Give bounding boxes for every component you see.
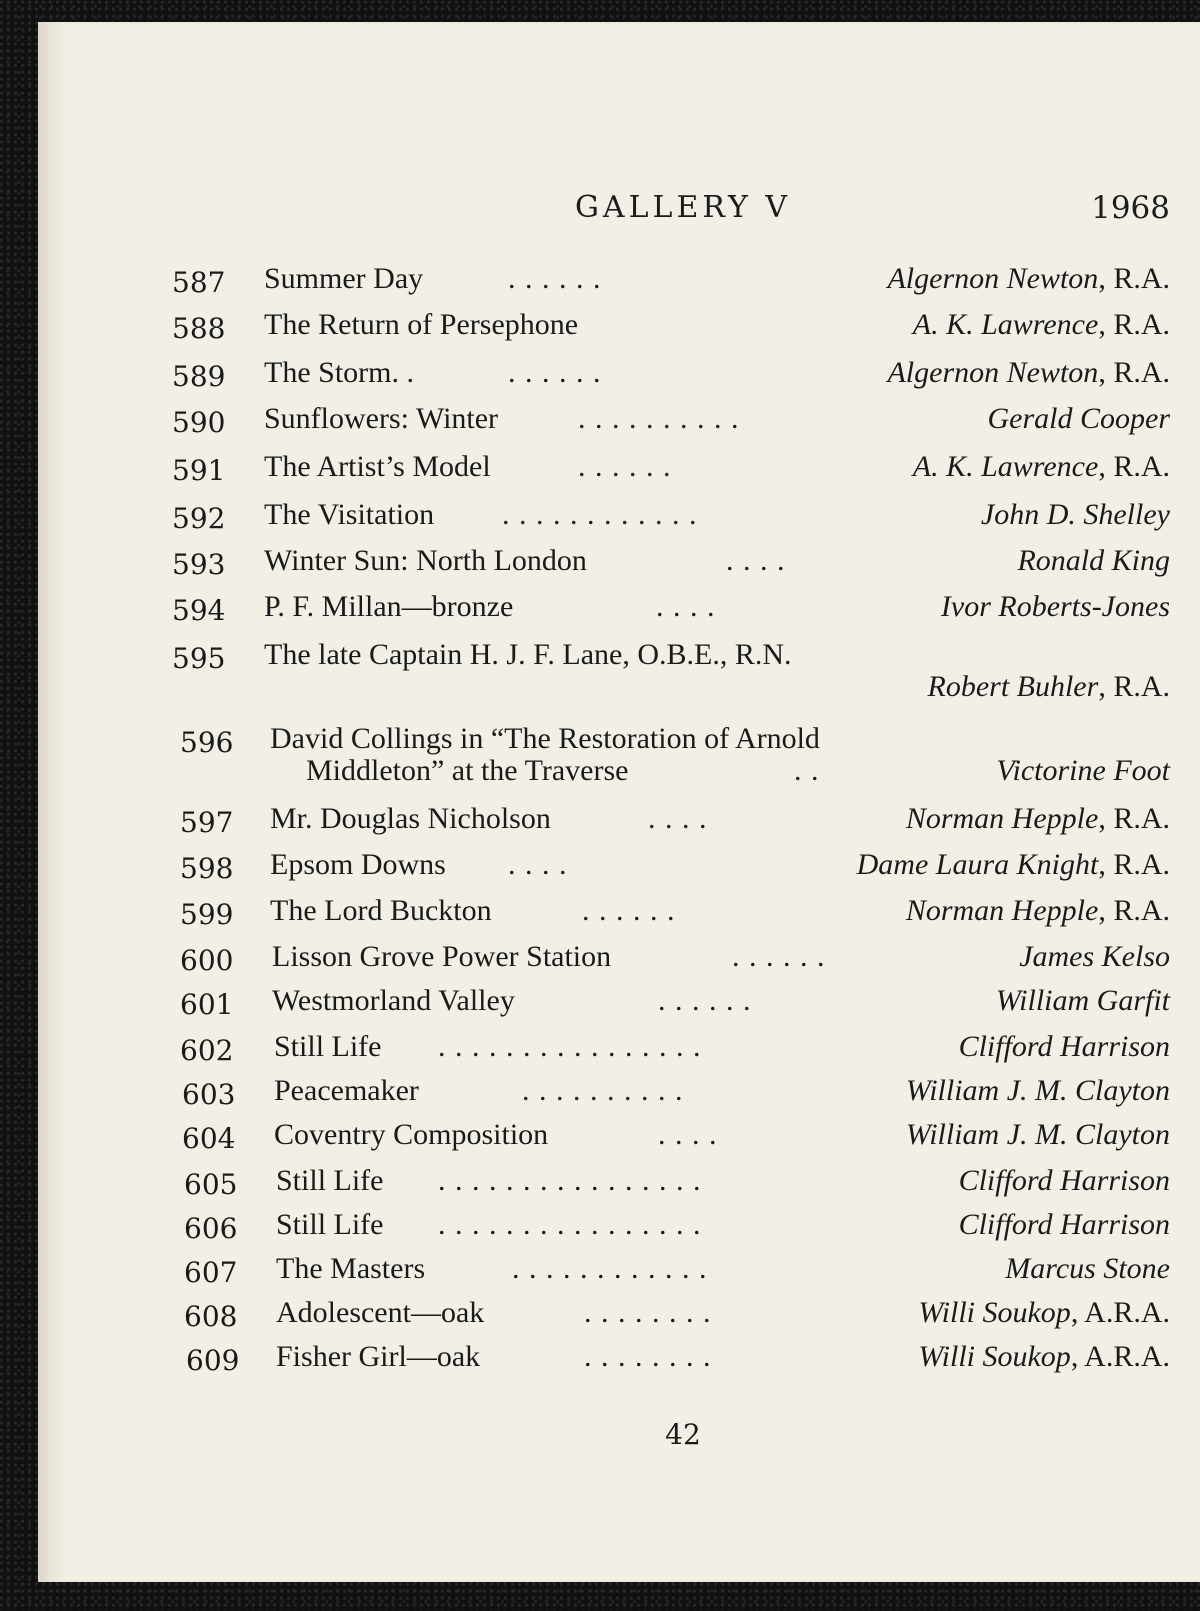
entry-title: Mr. Douglas Nicholson bbox=[270, 802, 551, 835]
entry-591 bbox=[38, 450, 1200, 496]
leader-dots: . . . . bbox=[658, 1118, 718, 1151]
leader-dots: . . . . . . bbox=[582, 894, 676, 927]
entry-598 bbox=[38, 848, 1200, 894]
leader-dots: . . . . . . bbox=[578, 450, 672, 483]
artist-name: John D. Shelley bbox=[980, 498, 1170, 531]
entry-608 bbox=[38, 1296, 1200, 1342]
entry-artist bbox=[918, 1296, 1170, 1330]
entry-title: Peacemaker bbox=[274, 1074, 419, 1107]
entry-artist bbox=[906, 1074, 1170, 1108]
entry-number: 594 bbox=[172, 594, 226, 627]
leader-dots: . . . . . . bbox=[508, 262, 602, 295]
entry-589 bbox=[38, 356, 1200, 402]
entry-number: 605 bbox=[184, 1168, 238, 1201]
leader-dots: . . . . bbox=[648, 802, 708, 835]
leader-dots: . . . . . . . . bbox=[584, 1340, 712, 1373]
entry-607 bbox=[38, 1252, 1200, 1298]
artist-name: Marcus Stone bbox=[1005, 1252, 1170, 1285]
leader-dots: . . . . . . bbox=[732, 940, 826, 973]
entry-artist bbox=[959, 1030, 1170, 1064]
entry-artist bbox=[1017, 544, 1170, 578]
entry-title: Fisher Girl—oak bbox=[276, 1340, 481, 1373]
entry-artist bbox=[1019, 940, 1170, 974]
artist-honours: , A.R.A. bbox=[1070, 1340, 1170, 1373]
artist-name: Clifford Harrison bbox=[958, 1164, 1170, 1197]
artist-name: Ivor Roberts-Jones bbox=[940, 590, 1170, 623]
entry-603 bbox=[38, 1074, 1200, 1120]
entry-title: Still Life bbox=[274, 1030, 382, 1063]
artist-name: Gerald Cooper bbox=[987, 402, 1170, 435]
entry-artist bbox=[913, 308, 1170, 342]
entry-artist bbox=[996, 984, 1170, 1018]
entry-number: 587 bbox=[172, 266, 226, 299]
artist-honours: , R.A. bbox=[1098, 262, 1170, 295]
entry-artist bbox=[857, 848, 1170, 882]
entry-title: Still Life bbox=[276, 1164, 384, 1197]
entry-artist bbox=[996, 754, 1170, 788]
entry-artist bbox=[928, 670, 1171, 704]
entry-title: Winter Sun: North London bbox=[264, 544, 587, 577]
entry-title: The Storm. . bbox=[264, 356, 414, 389]
leader-dots: . . . . . . . . . . bbox=[578, 402, 740, 435]
leader-dots: . . bbox=[794, 754, 820, 787]
entry-number: 597 bbox=[180, 806, 234, 839]
artist-name: Dame Laura Knight bbox=[856, 848, 1099, 881]
page-number: 42 bbox=[665, 1418, 701, 1451]
entry-595 bbox=[38, 638, 1200, 718]
artist-honours: , R.A. bbox=[1098, 848, 1170, 881]
entry-number: 606 bbox=[184, 1212, 238, 1245]
entry-605 bbox=[38, 1164, 1200, 1210]
entry-588 bbox=[38, 308, 1200, 354]
entry-artist bbox=[918, 1340, 1170, 1374]
artist-name: Clifford Harrison bbox=[958, 1208, 1170, 1241]
entry-number: 599 bbox=[180, 898, 234, 931]
entry-artist bbox=[988, 402, 1171, 436]
artist-honours: , R.A. bbox=[1098, 356, 1170, 389]
entry-artist bbox=[913, 450, 1170, 484]
entry-number: 590 bbox=[172, 406, 226, 439]
artist-honours: , R.A. bbox=[1098, 450, 1170, 483]
entry-title: The Lord Buckton bbox=[270, 894, 492, 927]
entry-title: Coventry Composition bbox=[274, 1118, 549, 1151]
year: 1968 bbox=[1091, 190, 1170, 226]
entry-number: 591 bbox=[172, 454, 226, 487]
entry-number: 602 bbox=[180, 1034, 234, 1067]
leader-dots: . . . . . . bbox=[658, 984, 752, 1017]
entry-title: P. F. Millan—bronze bbox=[264, 590, 514, 623]
leader-dots: . . . . . . . . . . . . bbox=[502, 498, 698, 531]
artist-name: Norman Hepple bbox=[905, 802, 1099, 835]
artist-name: James Kelso bbox=[1019, 940, 1170, 973]
entry-artist bbox=[906, 894, 1170, 928]
artist-name: Ronald King bbox=[1017, 544, 1170, 577]
artist-honours: , R.A. bbox=[1098, 670, 1170, 703]
leader-dots: . . . . . . . . bbox=[584, 1296, 712, 1329]
entry-title: Still Life bbox=[276, 1208, 384, 1241]
entry-artist bbox=[959, 1164, 1170, 1198]
entry-number: 589 bbox=[172, 360, 226, 393]
entry-596 bbox=[38, 722, 1200, 802]
artist-name: William J. M. Clayton bbox=[905, 1074, 1170, 1107]
entry-597 bbox=[38, 802, 1200, 848]
leader-dots: . . . . . . . . . . bbox=[522, 1074, 684, 1107]
artist-name: Robert Buhler bbox=[927, 670, 1099, 703]
entry-title: David Collings in “The Restoration of Arnold bbox=[270, 722, 820, 755]
leader-dots: . . . . . . . . . . . . bbox=[512, 1252, 708, 1285]
entry-number: 607 bbox=[184, 1256, 238, 1289]
entry-606 bbox=[38, 1208, 1200, 1254]
artist-name: Algernon Newton bbox=[887, 262, 1099, 295]
leader-dots: . . . . . . . . . . . . . . . . bbox=[438, 1164, 702, 1197]
entry-604 bbox=[38, 1118, 1200, 1164]
entry-number: 601 bbox=[180, 988, 234, 1021]
entry-number: 609 bbox=[186, 1344, 240, 1377]
artist-name: Willi Soukop bbox=[918, 1296, 1071, 1329]
entry-number: 588 bbox=[172, 312, 226, 345]
entry-number: 598 bbox=[180, 852, 234, 885]
leader-dots: . . . . . . bbox=[508, 356, 602, 389]
entry-artist bbox=[887, 262, 1170, 296]
artist-name: William Garfit bbox=[995, 984, 1170, 1017]
entry-601 bbox=[38, 984, 1200, 1030]
artist-name: A. K. Lawrence bbox=[912, 308, 1099, 341]
entry-609 bbox=[38, 1340, 1200, 1386]
entry-number: 608 bbox=[184, 1300, 238, 1333]
entry-587 bbox=[38, 262, 1200, 308]
artist-honours: , R.A. bbox=[1098, 308, 1170, 341]
artist-name: Willi Soukop bbox=[918, 1340, 1071, 1373]
artist-name: William J. M. Clayton bbox=[905, 1118, 1170, 1151]
artist-name: A. K. Lawrence bbox=[912, 450, 1099, 483]
entry-title: The Visitation bbox=[264, 498, 435, 531]
entry-594 bbox=[38, 590, 1200, 636]
entry-title-continued: Middleton” at the Traverse bbox=[306, 754, 629, 787]
entry-593 bbox=[38, 544, 1200, 590]
entry-number: 596 bbox=[180, 726, 234, 759]
entry-599 bbox=[38, 894, 1200, 940]
entry-artist bbox=[906, 1118, 1170, 1152]
gallery-title: GALLERY V bbox=[574, 190, 792, 225]
leader-dots: . . . . bbox=[508, 848, 568, 881]
entry-number: 604 bbox=[182, 1122, 236, 1155]
entry-title: Epsom Downs bbox=[270, 848, 446, 881]
artist-name: Victorine Foot bbox=[996, 754, 1170, 787]
entry-title: Westmorland Valley bbox=[272, 984, 515, 1017]
entry-590 bbox=[38, 402, 1200, 448]
entry-number: 603 bbox=[182, 1078, 236, 1111]
entry-number: 593 bbox=[172, 548, 226, 581]
artist-name: Algernon Newton bbox=[887, 356, 1099, 389]
entry-title: Summer Day bbox=[264, 262, 424, 295]
entry-artist bbox=[981, 498, 1170, 532]
entry-592 bbox=[38, 498, 1200, 544]
entry-602 bbox=[38, 1030, 1200, 1076]
entry-title: Adolescent—oak bbox=[276, 1296, 485, 1329]
entry-title: Lisson Grove Power Station bbox=[272, 940, 612, 973]
entry-artist bbox=[906, 802, 1170, 836]
artist-honours: , R.A. bbox=[1098, 894, 1170, 927]
entry-title: Sunflowers: Winter bbox=[264, 402, 499, 435]
entry-title: The late Captain H. J. F. Lane, O.B.E., R.N. bbox=[264, 638, 792, 671]
entry-600 bbox=[38, 940, 1200, 986]
entry-artist bbox=[1005, 1252, 1170, 1286]
entry-number: 592 bbox=[172, 502, 226, 535]
page-header bbox=[38, 190, 1200, 230]
entry-title: The Masters bbox=[276, 1252, 426, 1285]
artist-name: Norman Hepple bbox=[905, 894, 1099, 927]
artist-honours: , R.A. bbox=[1098, 802, 1170, 835]
artist-honours: , A.R.A. bbox=[1070, 1296, 1170, 1329]
artist-name: Clifford Harrison bbox=[958, 1030, 1170, 1063]
entry-artist bbox=[941, 590, 1170, 624]
leader-dots: . . . . bbox=[726, 544, 786, 577]
entry-title: The Return of Persephone bbox=[264, 308, 579, 341]
leader-dots: . . . . . . . . . . . . . . . . bbox=[438, 1030, 702, 1063]
entry-number: 595 bbox=[172, 642, 226, 675]
catalogue-page bbox=[38, 22, 1200, 1582]
entry-title: The Artist’s Model bbox=[264, 450, 491, 483]
leader-dots: . . . . . . . . . . . . . . . . bbox=[438, 1208, 702, 1241]
entry-artist bbox=[959, 1208, 1170, 1242]
entry-artist bbox=[887, 356, 1170, 390]
leader-dots: . . . . bbox=[656, 590, 716, 623]
entry-number: 600 bbox=[180, 944, 234, 977]
